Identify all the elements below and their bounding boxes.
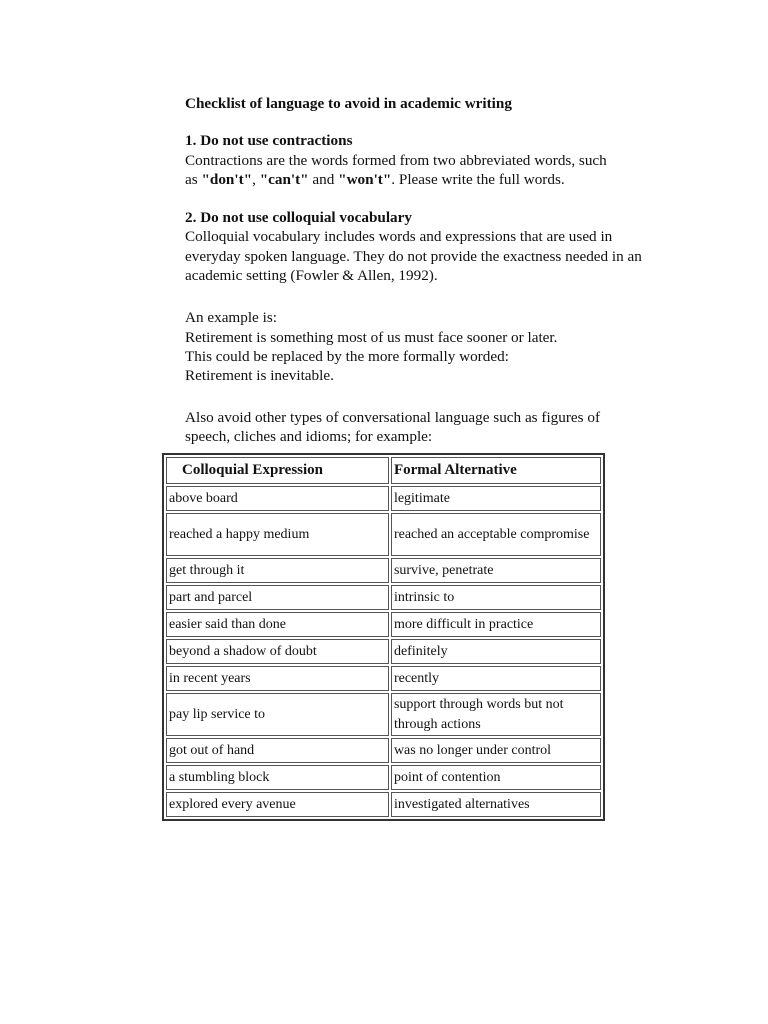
colloquial-cell: explored every avenue	[166, 792, 389, 817]
section-1-prefix: as	[185, 170, 202, 188]
table-row	[166, 558, 601, 583]
formal-cell: point of contention	[391, 765, 601, 790]
formal-cell: was no longer under control	[391, 738, 601, 763]
colloquial-cell: easier said than done	[166, 612, 389, 637]
example-line-3: Retirement is inevitable.	[185, 367, 334, 385]
formal-cell: definitely	[391, 639, 601, 664]
table-row	[166, 585, 601, 610]
table-row	[166, 666, 601, 691]
formal-cell: more difficult in practice	[391, 612, 601, 637]
table-header-row	[166, 457, 601, 484]
also-avoid-line-2: speech, cliches and idioms; for example:	[185, 427, 433, 445]
colloquial-cell: a stumbling block	[166, 765, 389, 790]
table-row	[166, 486, 601, 511]
separator: ,	[252, 170, 260, 188]
colloquial-cell: above board	[166, 486, 389, 511]
column-header-formal: Formal Alternative	[391, 457, 601, 484]
formal-cell: support through words but not through actions	[391, 693, 601, 736]
colloquial-cell: got out of hand	[166, 738, 389, 763]
colloquial-cell: beyond a shadow of doubt	[166, 639, 389, 664]
table-row	[166, 792, 601, 817]
section-2-line-1: Colloquial vocabulary includes words and expressions that are used in	[185, 228, 613, 246]
table-row	[166, 639, 601, 664]
table-row	[166, 513, 601, 556]
table-row	[166, 693, 601, 736]
example-line-2: This could be replaced by the more formally worded:	[185, 347, 509, 365]
contraction-example-wont: "won't"	[338, 170, 392, 188]
table-row	[166, 765, 601, 790]
contraction-example-cant: "can't"	[259, 170, 309, 188]
formal-cell: intrinsic to	[391, 585, 601, 610]
separator: and	[308, 170, 339, 188]
section-2-line-2: everyday spoken language. They do not provide the exactness needed in an	[185, 247, 642, 265]
formal-cell: reached an acceptable compromise	[391, 513, 601, 556]
formal-cell: investigated alternatives	[391, 792, 601, 817]
expressions-table	[162, 453, 605, 821]
colloquial-cell: pay lip service to	[166, 693, 389, 736]
section-1-line-1: Contractions are the words formed from two abbreviated words, such	[185, 151, 607, 169]
section-1-heading: 1. Do not use contractions	[185, 132, 353, 150]
formal-cell: recently	[391, 666, 601, 691]
formal-cell: legitimate	[391, 486, 601, 511]
section-2-heading: 2. Do not use colloquial vocabulary	[185, 209, 412, 227]
section-1-line-2	[185, 170, 685, 189]
example-line-1: Retirement is something most of us must face sooner or later.	[185, 328, 558, 346]
table-row	[166, 738, 601, 763]
formal-cell: survive, penetrate	[391, 558, 601, 583]
column-header-colloquial: Colloquial Expression	[166, 457, 389, 484]
colloquial-cell: in recent years	[166, 666, 389, 691]
contraction-example-dont: "don't"	[201, 170, 253, 188]
example-intro: An example is:	[185, 309, 277, 327]
colloquial-cell: reached a happy medium	[166, 513, 389, 556]
colloquial-cell: get through it	[166, 558, 389, 583]
section-1-suffix: . Please write the full words.	[391, 170, 565, 188]
section-2-line-3: academic setting (Fowler & Allen, 1992).	[185, 267, 438, 285]
document-body	[185, 94, 685, 446]
document-title: Checklist of language to avoid in academic writing	[185, 95, 512, 112]
also-avoid-line-1: Also avoid other types of conversational language such as figures of	[185, 408, 601, 426]
table-row	[166, 612, 601, 637]
colloquial-cell: part and parcel	[166, 585, 389, 610]
